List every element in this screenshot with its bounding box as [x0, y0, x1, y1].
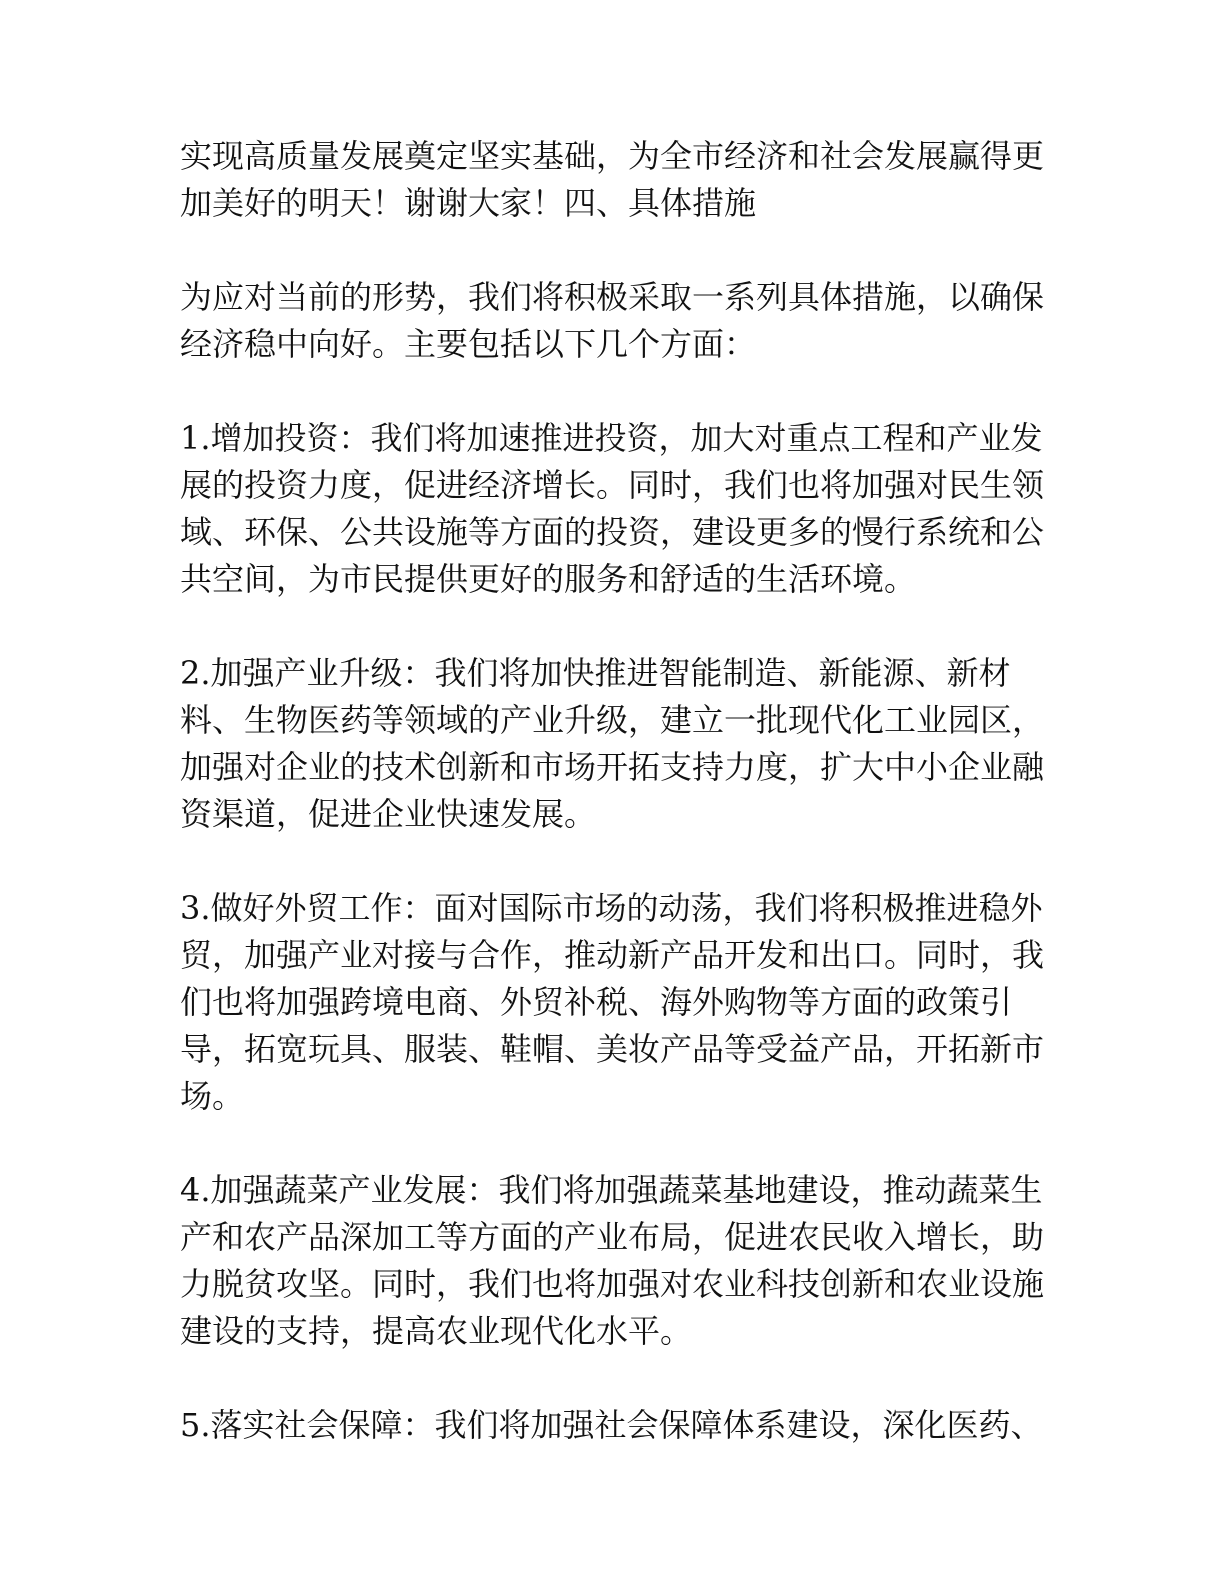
paragraph-measures-overview: 为应对当前的形势，我们将积极采取一系列具体措施，以确保经济稳中向好。主要包括以下几个方面： [180, 278, 1045, 363]
paragraph-intro-closing: 实现高质量发展奠定坚实基础，为全市经济和社会发展赢得更加美好的明天！谢谢大家！四、具体措施 [180, 137, 1045, 222]
paragraph-measure-investment: 1.增加投资：我们将加速推进投资，加大对重点工程和产业发展的投资力度，促进经济增长。同时，我们也将加强对民生领域、环保、公共设施等方面的投资，建设更多的慢行系统和公共空间，为市民提供更好的服务和舒适的生活环境。 [180, 419, 1045, 598]
document-body [180, 133, 1060, 1449]
paragraph-measure-social-security: 5.落实社会保障：我们将加强社会保障体系建设，深化医药、 [180, 1406, 1043, 1444]
paragraph-measure-vegetable-industry: 4.加强蔬菜产业发展：我们将加强蔬菜基地建设，推动蔬菜生产和农产品深加工等方面的产业布局，促进农民收入增长，助力脱贫攻坚。同时，我们也将加强对农业科技创新和农业设施建设的支持，提高农业现代化水平。 [180, 1171, 1045, 1350]
paragraph-measure-foreign-trade: 3.做好外贸工作：面对国际市场的动荡，我们将积极推进稳外贸，加强产业对接与合作，推动新产品开发和出口。同时，我们也将加强跨境电商、外贸补税、海外购物等方面的政策引导，拓宽玩具、服装、鞋帽、美妆产品等受益产品，开拓新市场。 [180, 889, 1045, 1115]
paragraph-measure-industrial-upgrade: 2.加强产业升级：我们将加快推进智能制造、新能源、新材料、生物医药等领域的产业升级，建立一批现代化工业园区，加强对企业的技术创新和市场开拓支持力度，扩大中小企业融资渠道，促进企业快速发展。 [180, 654, 1045, 833]
